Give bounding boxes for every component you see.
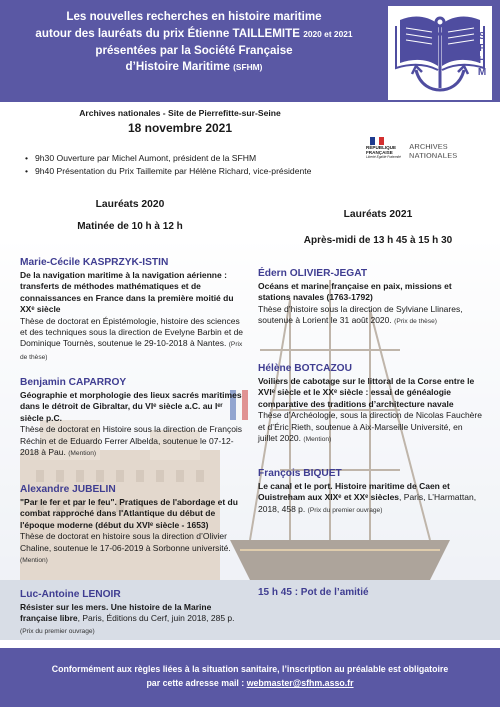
header-title-line-4-main: d’Histoire Maritime <box>125 60 230 74</box>
work-description-text: , Paris, L’Harmattan, 2018, 458 p. <box>258 492 477 514</box>
work-title: Océans et marine française en paix, missions et stations navales (1763-1792) <box>258 281 452 303</box>
logo-letter-f: F <box>478 43 486 54</box>
work-title: Voiliers de cabotage sur le littoral de la Corse entre le XVIᵉ siècle et le XXᵉ siècle : essai de généalogie comparative des traditions d’architecture navale <box>258 376 475 409</box>
laureate-name: Luc-Antoine LENOIR <box>20 589 121 600</box>
work-description <box>258 410 482 445</box>
laureats-2020-session: Matinée de 10 h à 12 h <box>77 221 183 232</box>
laureats-2020-heading: Lauréats 2020 <box>95 199 165 210</box>
work-title: "Par le fer et par le feu". Pratiques de l'abordage et du combat rapproché dans l'Atlantique du début de l'époque moderne (début du XVIᵉ siècle - 1653) <box>20 497 238 530</box>
award-note: (Prix de thèse) <box>394 318 438 326</box>
work-description <box>20 424 248 459</box>
laureate-entry <box>258 363 482 445</box>
header-title-line-2-suffix: 2020 et 2021 <box>303 28 353 39</box>
award-note: (Mention) <box>303 436 332 444</box>
work-description <box>20 531 248 566</box>
marianne-icon <box>370 137 384 145</box>
footer-notice: Conformément aux règles liées à la situation sanitaire, l’inscription au préalable est obligatoire <box>51 664 449 674</box>
rf-motto: Liberté Égalité Fraternité <box>366 155 401 159</box>
program-item: • 9h30 Ouverture par Michel Aumont, président de la SFHM <box>25 152 345 165</box>
work-description <box>20 316 248 364</box>
award-note: (Mention) <box>20 557 48 565</box>
event-date: 18 novembre 2021 <box>127 121 233 135</box>
laureate-entry <box>258 268 482 328</box>
laureate-entry <box>258 468 482 516</box>
laureate-name: Alexandre JUBELIN <box>20 484 116 495</box>
laureate-name: Édern OLIVIER-JEGAT <box>258 268 368 279</box>
laureate-entry <box>20 484 248 566</box>
header-title-line-3: présentées par la Société Française <box>95 43 293 57</box>
work-description-text: Thèse d’Archéologie, sous la direction de Nicolas Fauchère et d’Éric Rieth, soutenue à Aix-Marseille Université, en juillet 2020. <box>258 410 482 444</box>
laureate-entry <box>20 589 248 637</box>
event-venue: Archives nationales - Site de Pierrefitte-sur-Seine <box>79 108 281 118</box>
laureate-name: François BIQUET <box>258 468 342 479</box>
award-note: (Prix de thèse) <box>20 341 243 361</box>
reception-entry <box>258 587 482 600</box>
award-note: (Prix du premier ouvrage) <box>20 627 95 635</box>
work-description-text: Thèse de doctorat en Épistémologie, histoire des sciences et des techniques sous la direction de Evelyne Barbin et de Dominique Tournès, soutenue le 29-10-2018 à Nantes. <box>20 315 244 349</box>
laureats-2021-heading: Lauréats 2021 <box>343 209 413 220</box>
an-line-2: NATIONALES <box>409 151 458 160</box>
header-title <box>8 9 380 76</box>
republique-francaise-logo <box>366 145 402 159</box>
laureate-entry <box>20 377 248 459</box>
laureate-entry <box>20 257 248 363</box>
work-title: Le canal et le port. Histoire maritime de Caen et Ouistreham aux XIXᵉ et XXᵉ siècles <box>258 481 450 503</box>
header-title-line-4-suffix: (SFHM) <box>233 62 263 73</box>
work-description-text: Thèse de doctorat en Histoire sous la direction de François Réchin et de Eduardo Ferrer Albelda, soutenue le 07-12-2018 à Pau. <box>20 424 243 458</box>
work-title: Géographie et morphologie des lieux sacrés maritimes dans le détroit de Gibraltar, du VIᵉ siècle a.C. au Iᵉʳ siècle p.C. <box>20 390 242 423</box>
work-description-text: Thèse d’histoire sous la direction de Sylviane Llinares, soutenue à Lorient le 31 août 2020. <box>258 303 463 326</box>
laureate-name: Marie-Cécile KASPRZYK-ISTIN <box>20 257 169 268</box>
laureats-2021-session: Après-midi de 13 h 45 à 15 h 30 <box>303 235 453 246</box>
laureate-name: Benjamin CAPARROY <box>20 377 127 388</box>
reception-label: 15 h 45 : Pot de l’amitié <box>258 587 369 598</box>
program-item: • 9h40 Présentation du Prix Taillemite par Hélène Richard, vice-présidente <box>25 165 345 178</box>
opening-program <box>25 152 345 178</box>
work-description-text: Thèse de doctorat en histoire sous la direction d’Olivier Chaline, soutenue le 17-06-2019 à Sorbonne université. <box>20 531 231 553</box>
sfhm-logo <box>386 6 494 100</box>
header-title-line-2-main: autour des lauréats du prix Étienne TAILLEMITE <box>35 26 300 40</box>
logo-letter-h: H <box>478 55 486 66</box>
header-title-line-1: Les nouvelles recherches en histoire maritime <box>66 10 322 23</box>
work-title: De la navigation maritime à la navigation aérienne : transferts de méthodes mathématiques et de connaissances en France dans la première moitié du XXᵉ siècle <box>20 270 234 315</box>
footer-contact <box>0 676 500 690</box>
award-note: (Prix du premier ouvrage) <box>307 506 383 514</box>
laureate-name: Hélène BOTCAZOU <box>258 363 352 374</box>
partner-logos <box>366 137 478 167</box>
work-title: Résister sur les mers. Une histoire de la Marine française libre <box>20 602 212 624</box>
footer-banner <box>0 648 500 707</box>
archives-nationales-logo <box>409 140 475 162</box>
header-title-line-2 <box>8 26 380 43</box>
an-line-1: ARCHIVES <box>409 142 448 151</box>
contact-email-link[interactable]: webmaster@sfhm.asso.fr <box>246 678 354 688</box>
footer-contact-label: par cette adresse mail : <box>146 678 247 688</box>
logo-letter-m: M <box>477 67 487 78</box>
header-title-line-4 <box>8 59 380 76</box>
logo-letter-s: S <box>478 31 486 42</box>
rf-line-2: FRANÇAISE <box>366 150 393 155</box>
header-banner <box>0 0 500 102</box>
award-note: (Mention) <box>68 450 97 458</box>
work-description <box>258 304 482 328</box>
work-description-text: , Paris, Éditions du Cerf, juin 2018, 285 p. <box>77 613 235 624</box>
rf-line-1: RÉPUBLIQUE <box>366 145 397 150</box>
